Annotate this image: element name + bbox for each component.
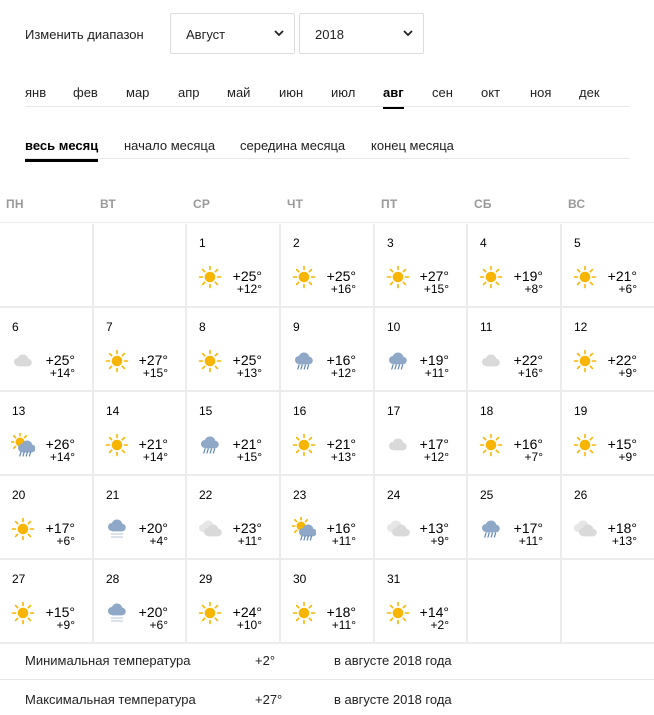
min-temperature: +7° xyxy=(524,450,543,464)
day-number: 29 xyxy=(199,572,213,586)
day-number: 30 xyxy=(293,572,307,586)
max-temperature: +25° xyxy=(45,352,75,368)
period-tab[interactable]: середина месяца xyxy=(240,138,346,153)
min-temperature: +13° xyxy=(330,450,356,464)
max-temperature: +25° xyxy=(326,268,356,284)
min-temperature: +2° xyxy=(430,618,449,632)
month-tab[interactable]: июн xyxy=(279,85,304,100)
sun-icon xyxy=(292,433,316,457)
rain-cloud-icon xyxy=(292,349,316,373)
sun-icon xyxy=(386,265,410,289)
max-temperature: +24° xyxy=(232,604,262,620)
day-cell[interactable] xyxy=(187,392,281,476)
period-tab[interactable]: весь месяц xyxy=(25,138,99,153)
day-number: 6 xyxy=(12,320,19,334)
weekday-label: ВТ xyxy=(100,197,116,211)
weekday-label: СБ xyxy=(474,197,492,211)
min-temperature: +14° xyxy=(49,366,75,380)
day-number: 28 xyxy=(106,572,120,586)
day-cell[interactable] xyxy=(562,308,654,392)
day-number: 18 xyxy=(480,404,494,418)
day-cell[interactable] xyxy=(281,560,375,644)
month-tab[interactable]: сен xyxy=(432,85,453,100)
day-number: 24 xyxy=(387,488,401,502)
weekday-header xyxy=(0,185,654,223)
min-temperature: +16° xyxy=(330,282,356,296)
max-temperature: +27° xyxy=(138,352,168,368)
day-cell[interactable] xyxy=(468,476,562,560)
day-cell[interactable] xyxy=(187,560,281,644)
summary-row xyxy=(0,680,654,715)
weekday-label: ПТ xyxy=(381,197,398,211)
day-number: 12 xyxy=(574,320,588,334)
year-select-value: 2018 xyxy=(315,27,344,42)
day-number: 31 xyxy=(387,572,401,586)
day-cell[interactable] xyxy=(0,476,94,560)
max-temperature: +21° xyxy=(607,268,637,284)
month-tabs xyxy=(25,80,629,107)
max-temperature: +17° xyxy=(513,520,543,536)
max-temperature: +17° xyxy=(45,520,75,536)
weekday-label: ЧТ xyxy=(287,197,304,211)
month-tab[interactable]: окт xyxy=(481,85,501,100)
clouds-icon xyxy=(198,517,222,541)
day-number: 16 xyxy=(293,404,307,418)
day-number: 27 xyxy=(12,572,26,586)
day-number: 19 xyxy=(574,404,588,418)
day-number: 25 xyxy=(480,488,494,502)
max-temperature: +26° xyxy=(45,436,75,452)
max-temperature: +20° xyxy=(138,604,168,620)
day-number: 7 xyxy=(106,320,113,334)
max-temperature: +20° xyxy=(138,520,168,536)
min-temperature: +10° xyxy=(236,618,262,632)
month-tab[interactable]: дек xyxy=(579,85,600,100)
day-number: 11 xyxy=(480,320,493,334)
min-temperature: +13° xyxy=(611,534,637,548)
max-temperature: +22° xyxy=(607,352,637,368)
summary-period: в августе 2018 года xyxy=(334,692,452,707)
day-cell[interactable] xyxy=(468,308,562,392)
year-select[interactable] xyxy=(299,13,424,54)
summary-value: +27° xyxy=(255,692,283,707)
month-tab[interactable]: фев xyxy=(73,85,98,100)
day-number: 4 xyxy=(480,236,487,250)
min-temperature: +9° xyxy=(618,366,637,380)
fog-cloud-icon xyxy=(105,601,129,625)
min-temperature: +15° xyxy=(423,282,449,296)
max-temperature: +19° xyxy=(513,268,543,284)
day-cell[interactable] xyxy=(0,560,94,644)
max-temperature: +18° xyxy=(607,520,637,536)
day-cell[interactable] xyxy=(375,224,468,308)
rain-cloud-icon xyxy=(479,517,503,541)
min-temperature: +9° xyxy=(56,618,75,632)
day-number: 15 xyxy=(199,404,213,418)
period-tabs xyxy=(25,130,629,159)
month-tab[interactable]: янв xyxy=(25,85,47,100)
day-cell[interactable] xyxy=(94,392,187,476)
day-cell[interactable] xyxy=(281,392,375,476)
sun-icon xyxy=(573,349,597,373)
max-temperature: +27° xyxy=(419,268,449,284)
sun-rain-icon xyxy=(11,433,35,457)
rain-cloud-icon xyxy=(386,349,410,373)
day-number: 3 xyxy=(387,236,394,250)
summary-label: Максимальная температура xyxy=(25,692,196,707)
day-cell[interactable] xyxy=(0,308,94,392)
max-temperature: +19° xyxy=(419,352,449,368)
sun-icon xyxy=(198,601,222,625)
day-number: 20 xyxy=(12,488,26,502)
month-tab[interactable]: ноя xyxy=(530,85,552,100)
day-cell[interactable] xyxy=(375,476,468,560)
min-temperature: +11° xyxy=(331,534,356,548)
day-cell[interactable] xyxy=(468,224,562,308)
day-cell[interactable] xyxy=(562,224,654,308)
day-number: 17 xyxy=(387,404,401,418)
day-number: 9 xyxy=(293,320,300,334)
sun-icon xyxy=(479,265,503,289)
max-temperature: +18° xyxy=(326,604,356,620)
sun-icon xyxy=(479,433,503,457)
day-cell[interactable] xyxy=(94,308,187,392)
sun-icon xyxy=(105,349,129,373)
period-tab[interactable]: конец месяца xyxy=(371,138,454,153)
min-temperature: +14° xyxy=(49,450,75,464)
min-temperature: +11° xyxy=(424,366,449,380)
day-cell[interactable] xyxy=(281,476,375,560)
max-temperature: +16° xyxy=(513,436,543,452)
max-temperature: +17° xyxy=(419,436,449,452)
day-cell[interactable] xyxy=(281,308,375,392)
max-temperature: +16° xyxy=(326,520,356,536)
day-number: 8 xyxy=(199,320,206,334)
day-cell[interactable] xyxy=(187,308,281,392)
sun-icon xyxy=(105,433,129,457)
max-temperature: +13° xyxy=(419,520,449,536)
empty-cell xyxy=(94,224,187,308)
weekday-label: СР xyxy=(193,197,211,211)
min-temperature: +9° xyxy=(430,534,449,548)
max-temperature: +25° xyxy=(232,268,262,284)
max-temperature: +21° xyxy=(326,436,356,452)
summary-label: Минимальная температура xyxy=(25,653,191,668)
day-cell[interactable] xyxy=(281,224,375,308)
chevron-down-icon xyxy=(272,26,286,40)
sun-icon xyxy=(386,601,410,625)
max-temperature: +15° xyxy=(45,604,75,620)
period-tab[interactable]: начало месяца xyxy=(124,138,216,153)
summary-value: +2° xyxy=(255,653,276,668)
chevron-down-icon xyxy=(401,26,415,40)
max-temperature: +21° xyxy=(232,436,262,452)
max-temperature: +25° xyxy=(232,352,262,368)
day-cell[interactable] xyxy=(375,560,468,644)
day-cell[interactable] xyxy=(562,476,654,560)
day-number: 13 xyxy=(12,404,26,418)
summary-row xyxy=(0,641,654,680)
day-cell[interactable] xyxy=(94,476,187,560)
weekday-label: ПН xyxy=(6,197,24,211)
sun-rain-icon xyxy=(292,517,316,541)
cloud-icon xyxy=(386,433,410,457)
day-number: 21 xyxy=(106,488,120,502)
min-temperature: +15° xyxy=(236,450,262,464)
min-temperature: +9° xyxy=(618,450,637,464)
clouds-icon xyxy=(573,517,597,541)
empty-cell xyxy=(562,560,654,644)
min-temperature: +4° xyxy=(149,534,168,548)
summary-period: в августе 2018 года xyxy=(334,653,452,668)
day-number: 10 xyxy=(387,320,401,334)
min-temperature: +8° xyxy=(524,282,543,296)
day-number: 26 xyxy=(574,488,588,502)
day-number: 5 xyxy=(574,236,581,250)
max-temperature: +16° xyxy=(326,352,356,368)
month-tab[interactable]: апр xyxy=(178,85,200,100)
day-cell[interactable] xyxy=(0,392,94,476)
clouds-icon xyxy=(386,517,410,541)
rain-cloud-icon xyxy=(198,433,222,457)
max-temperature: +23° xyxy=(232,520,262,536)
sun-icon xyxy=(198,265,222,289)
min-temperature: +11° xyxy=(237,534,262,548)
min-temperature: +6° xyxy=(149,618,168,632)
day-number: 1 xyxy=(199,236,206,250)
empty-cell xyxy=(468,560,562,644)
min-temperature: +11° xyxy=(518,534,543,548)
day-number: 14 xyxy=(106,404,120,418)
max-temperature: +14° xyxy=(419,604,449,620)
min-temperature: +11° xyxy=(331,618,356,632)
day-number: 22 xyxy=(199,488,213,502)
min-temperature: +14° xyxy=(142,450,168,464)
day-number: 2 xyxy=(293,236,300,250)
min-temperature: +12° xyxy=(236,282,262,296)
day-cell[interactable] xyxy=(375,392,468,476)
month-tab[interactable]: май xyxy=(227,85,251,100)
sun-icon xyxy=(198,349,222,373)
sun-icon xyxy=(11,517,35,541)
fog-cloud-icon xyxy=(105,517,129,541)
cloud-icon xyxy=(479,349,503,373)
min-temperature: +6° xyxy=(56,534,75,548)
max-temperature: +15° xyxy=(607,436,637,452)
min-temperature: +12° xyxy=(330,366,356,380)
weekday-label: ВС xyxy=(568,197,586,211)
month-select[interactable] xyxy=(170,13,295,54)
min-temperature: +12° xyxy=(423,450,449,464)
month-tab[interactable]: мар xyxy=(126,85,150,100)
month-select-value: Август xyxy=(186,27,226,42)
sun-icon xyxy=(11,601,35,625)
sun-icon xyxy=(292,601,316,625)
day-cell[interactable] xyxy=(375,308,468,392)
day-cell[interactable] xyxy=(562,392,654,476)
day-cell[interactable] xyxy=(468,392,562,476)
month-tab[interactable]: июл xyxy=(331,85,356,100)
cloud-icon xyxy=(11,349,35,373)
empty-cell xyxy=(0,224,94,308)
min-temperature: +15° xyxy=(142,366,168,380)
min-temperature: +16° xyxy=(517,366,543,380)
sun-icon xyxy=(573,265,597,289)
day-cell[interactable] xyxy=(187,224,281,308)
day-number: 23 xyxy=(293,488,307,502)
min-temperature: +13° xyxy=(236,366,262,380)
max-temperature: +21° xyxy=(138,436,168,452)
day-cell[interactable] xyxy=(94,560,187,644)
min-temperature: +6° xyxy=(618,282,637,296)
range-selector xyxy=(0,13,654,55)
month-tab[interactable]: авг xyxy=(383,85,404,100)
range-label: Изменить диапазон xyxy=(25,27,144,42)
sun-icon xyxy=(292,265,316,289)
day-cell[interactable] xyxy=(187,476,281,560)
sun-icon xyxy=(573,433,597,457)
max-temperature: +22° xyxy=(513,352,543,368)
